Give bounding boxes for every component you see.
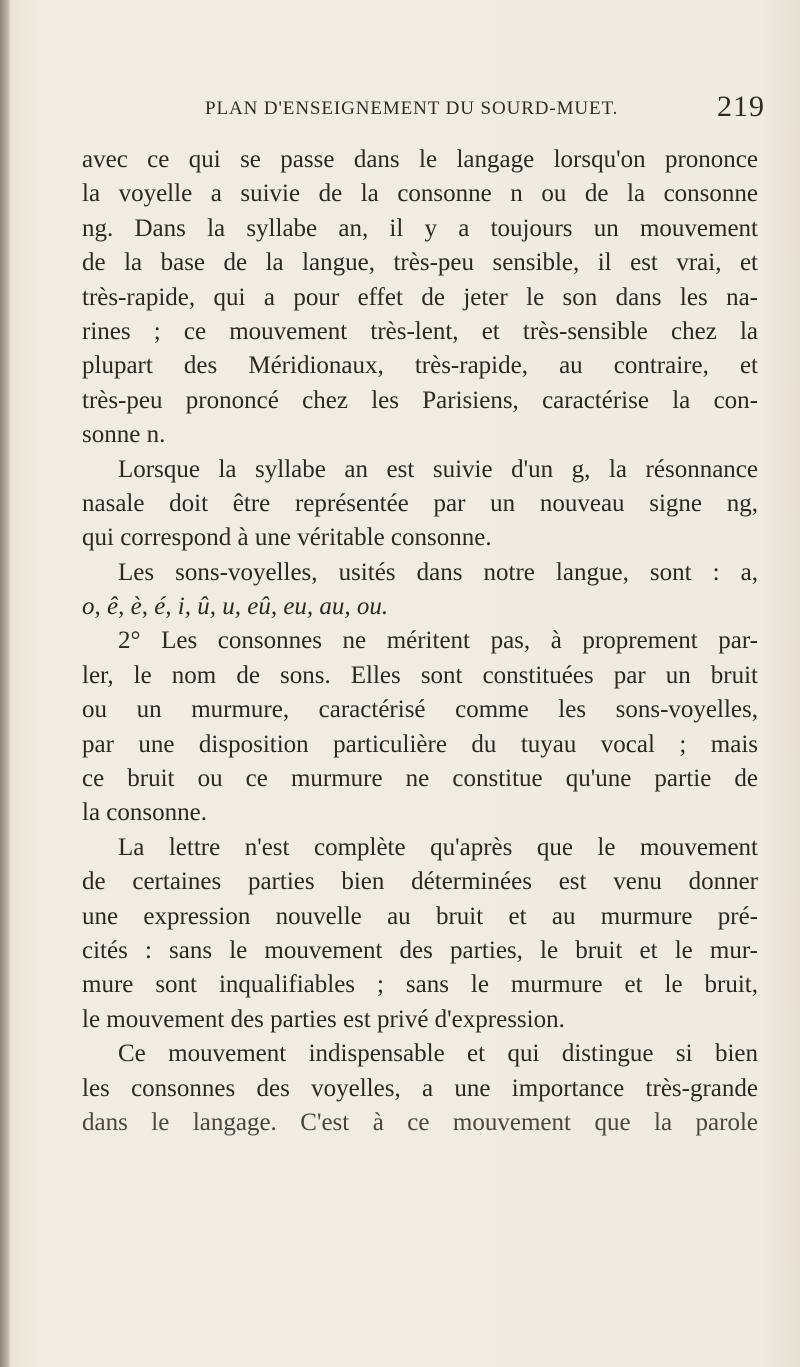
book-spine-shadow [0,0,10,1367]
text-line: nasale doit être représentée par un nouveau signe ng, [82,489,758,517]
text-line: ler, le nom de sons. Elles sont constituées par un bruit [82,661,758,689]
text-line: ou un murmure, caractérisé comme les sons-voyelles, [82,696,758,724]
page-number: 219 [717,90,765,123]
body-text [82,143,758,1140]
text-line: La lettre n'est complète qu'après que le mouvement [118,833,758,861]
text-line: par une disposition particulière du tuyau vocal ; mais [82,730,758,758]
text-line: Les sons-voyelles, usités dans notre langue, sont : a, [118,558,758,586]
text-line: une expression nouvelle au bruit et au murmure pré- [82,902,758,930]
text-line: de certaines parties bien déterminées est venu donner [82,868,758,896]
text-line: les consonnes des voyelles, a une importance très-grande [82,1074,758,1102]
page-header [205,92,765,132]
text-line: plupart des Méridionaux, très-rapide, au contraire, et [82,352,758,380]
text-line: rines ; ce mouvement très-lent, et très-sensible chez la [82,317,758,345]
text-line: la voyelle a suivie de la consonne n ou de la consonne [82,180,758,208]
text-line: la consonne. [82,799,207,827]
text-line: cités : sans le mouvement des parties, le bruit et le mur- [82,936,758,964]
text-line: de la base de la langue, très-peu sensible, il est vrai, et [82,249,758,277]
text-line: sonne n. [82,421,166,449]
text-line: dans le langage. C'est à ce mouvement que la parole [82,1108,758,1136]
text-line: o, ê, è, é, i, û, u, eû, eu, au, ou. [82,593,389,621]
text-line: ng. Dans la syllabe an, il y a toujours un mouvement [82,214,758,242]
text-line: avec ce qui se passe dans le langage lorsqu'on prononce [82,146,758,173]
text-line: qui correspond à une véritable consonne. [82,524,492,552]
text-line: très-peu prononcé chez les Parisiens, caractérise la con- [82,386,758,414]
text-line: ce bruit ou ce murmure ne constitue qu'une partie de [82,765,758,793]
running-title: PLAN D'ENSEIGNEMENT DU SOURD-MUET. [205,98,619,119]
text-line: Lorsque la syllabe an est suivie d'un g, la résonnance [118,455,758,483]
text-line: Ce mouvement indispensable et qui distingue si bien [118,1040,758,1068]
text-line: mure sont inqualifiables ; sans le murmure et le bruit, [82,971,758,999]
text-line: très-rapide, qui a pour effet de jeter le son dans les na- [82,283,758,311]
text-line: 2° Les consonnes ne méritent pas, à proprement par- [118,627,758,655]
text-line: le mouvement des parties est privé d'expression. [82,1005,565,1033]
